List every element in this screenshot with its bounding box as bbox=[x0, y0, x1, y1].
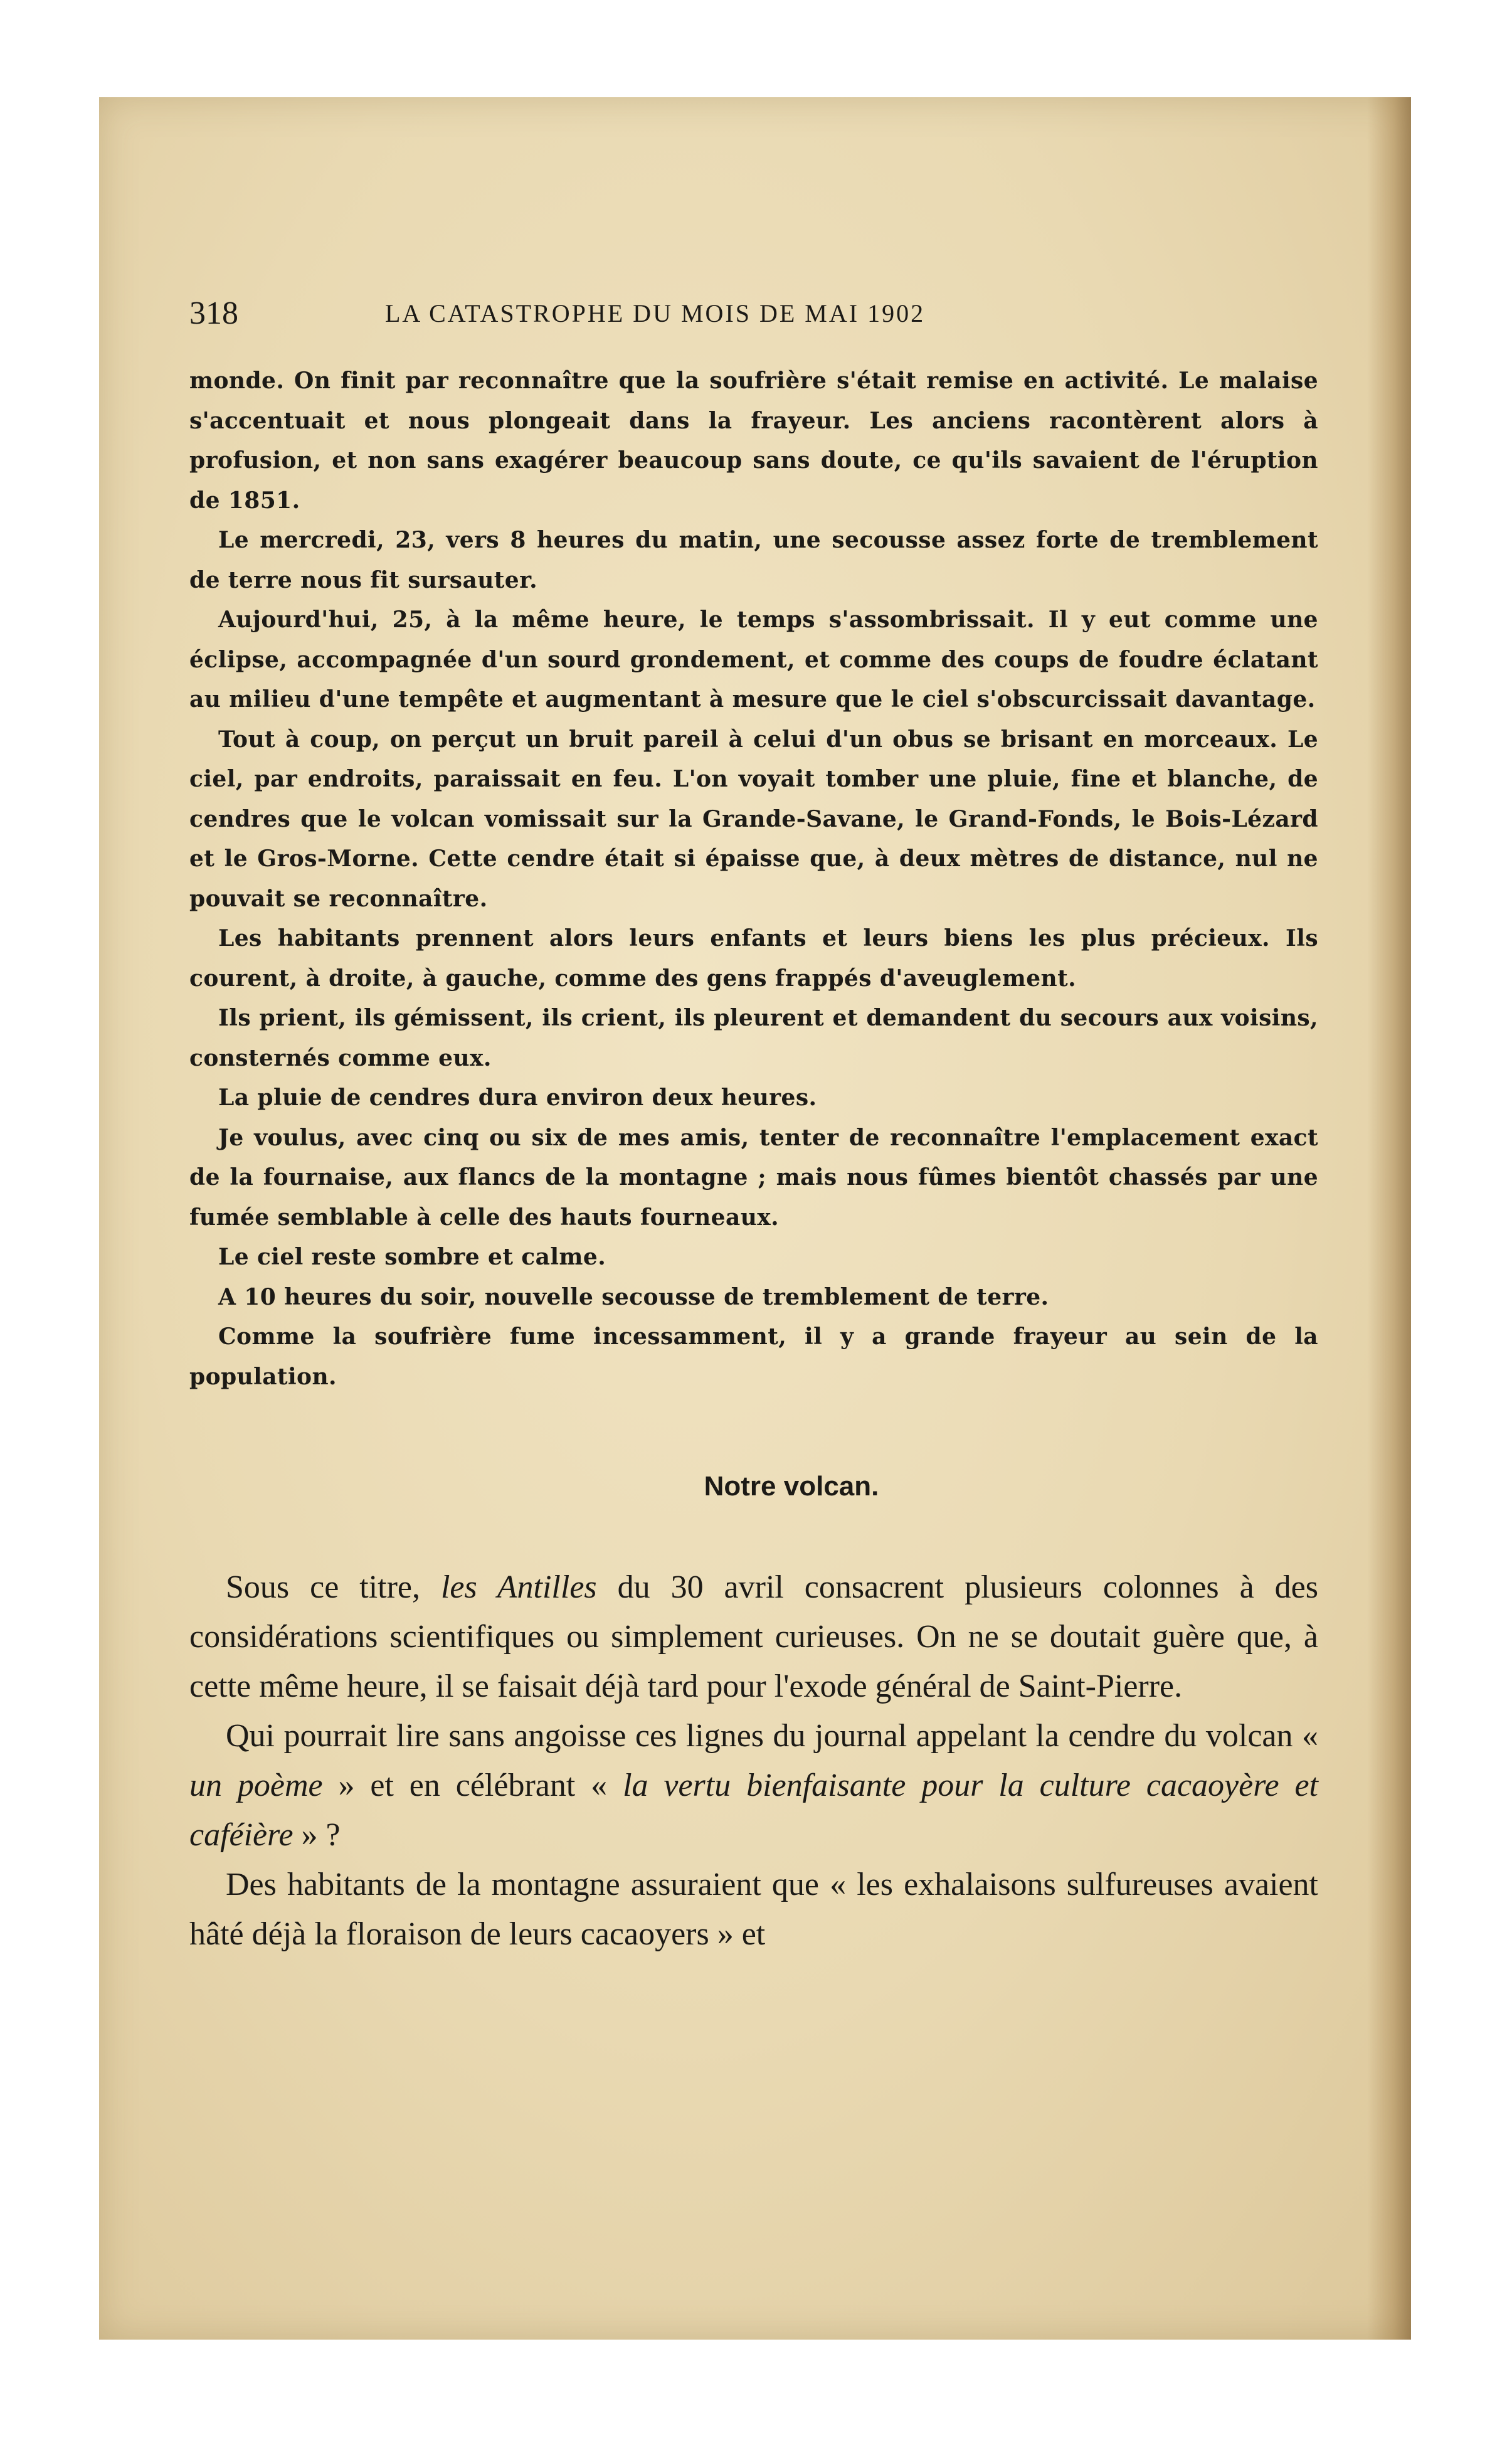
text-run: » ? bbox=[293, 1817, 341, 1853]
text-run: » et en célébrant « bbox=[322, 1768, 623, 1803]
paragraph: Le ciel reste sombre et calme. bbox=[218, 1244, 606, 1270]
page-content bbox=[189, 289, 1318, 1959]
text-run: Qui pourrait lire sans angoisse ces lignes du journal appelant la cendre du volcan « bbox=[226, 1718, 1318, 1754]
page-header bbox=[189, 289, 1318, 339]
paragraph: Tout à coup, on perçut un bruit pareil à celui d'un obus se brisant en morceaux. Le ciel, par endroits, paraissait en feu. L'on voyait tomber une pluie, fine et blanche, de cendres que le volcan vomissait sur la Grande-Savane, le Grand-Fonds, le Bois-Lézard et le Gros-Morne. Cette cendre était si épaisse que, à deux mètres de distance, nul ne pouvait se reconnaître. bbox=[189, 726, 1318, 912]
paragraph: A 10 heures du soir, nouvelle secousse de tremblement de terre. bbox=[218, 1283, 1049, 1310]
page-number: 318 bbox=[189, 295, 238, 331]
quoted-phrase: la vertu bienfaisante pour la culture cacaoyère et caféière bbox=[189, 1768, 1319, 1853]
paragraph: Des habitants de la montagne assuraient que « les exhalaisons sulfureuses avaient hâté déjà la floraison de leurs cacaoyers » et bbox=[189, 1867, 1318, 1952]
text-run: du 30 avril consacrent plusieurs colonnes à des considérations scientifiques ou simplement curieuses. On ne se doutait guère que, à cette même heure, il se faisait déjà tard pour l'exode général de Saint-Pierre. bbox=[189, 1569, 1318, 1704]
quoted-phrase: un poème bbox=[189, 1768, 323, 1803]
newspaper-title: les Antilles bbox=[440, 1569, 597, 1605]
quoted-letter bbox=[189, 361, 1318, 1397]
paragraph: La pluie de cendres dura environ deux heures. bbox=[218, 1084, 817, 1111]
section-heading: Notre volcan. bbox=[704, 1471, 879, 1502]
running-title: LA CATASTROPHE DU MOIS DE MAI 1902 bbox=[385, 299, 926, 327]
paragraph: Les habitants prennent alors leurs enfants et leurs biens les plus précieux. Ils courent, à droite, à gauche, comme des gens frappés d'aveuglement. bbox=[189, 925, 1318, 992]
paragraph bbox=[189, 1562, 1318, 1711]
paragraph: Je voulus, avec cinq ou six de mes amis, tenter de reconnaître l'emplacement exact de la fournaise, aux flancs de la montagne ; mais nous fûmes bientôt chassés par une fumée semblable à celle des hauts fourneaux. bbox=[189, 1124, 1318, 1231]
paragraph: monde. On finit par reconnaître que la soufrière s'était remise en activité. Le malaise s'accentuait et nous plongeait dans la frayeur. Les anciens racontèrent alors à profusion, et non sans exagérer beaucoup sans doute, ce qu'ils savaient de l'éruption de 1851. bbox=[189, 368, 1318, 514]
text-run: Sous ce titre, bbox=[226, 1569, 441, 1605]
paragraph: Aujourd'hui, 25, à la même heure, le temps s'assombrissait. Il y eut comme une éclipse, accompagnée d'un sourd grondement, et comme des coups de foudre éclatant au milieu d'une tempête et augmentant à mesure que le ciel s'obscurcissait davantage. bbox=[189, 607, 1318, 713]
page-edge-shadow bbox=[1367, 97, 1411, 2340]
paragraph bbox=[189, 1711, 1318, 1860]
paragraph: Comme la soufrière fume incessamment, il y a grande frayeur au sein de la population. bbox=[189, 1323, 1318, 1390]
paragraph: Ils prient, ils gémissent, ils crient, ils pleurent et demandent du secours aux voisins, consternés comme eux. bbox=[189, 1005, 1318, 1071]
main-text bbox=[189, 1562, 1318, 1959]
paragraph: Le mercredi, 23, vers 8 heures du matin, une secousse assez forte de tremblement de terre nous fit sursauter. bbox=[189, 527, 1318, 593]
